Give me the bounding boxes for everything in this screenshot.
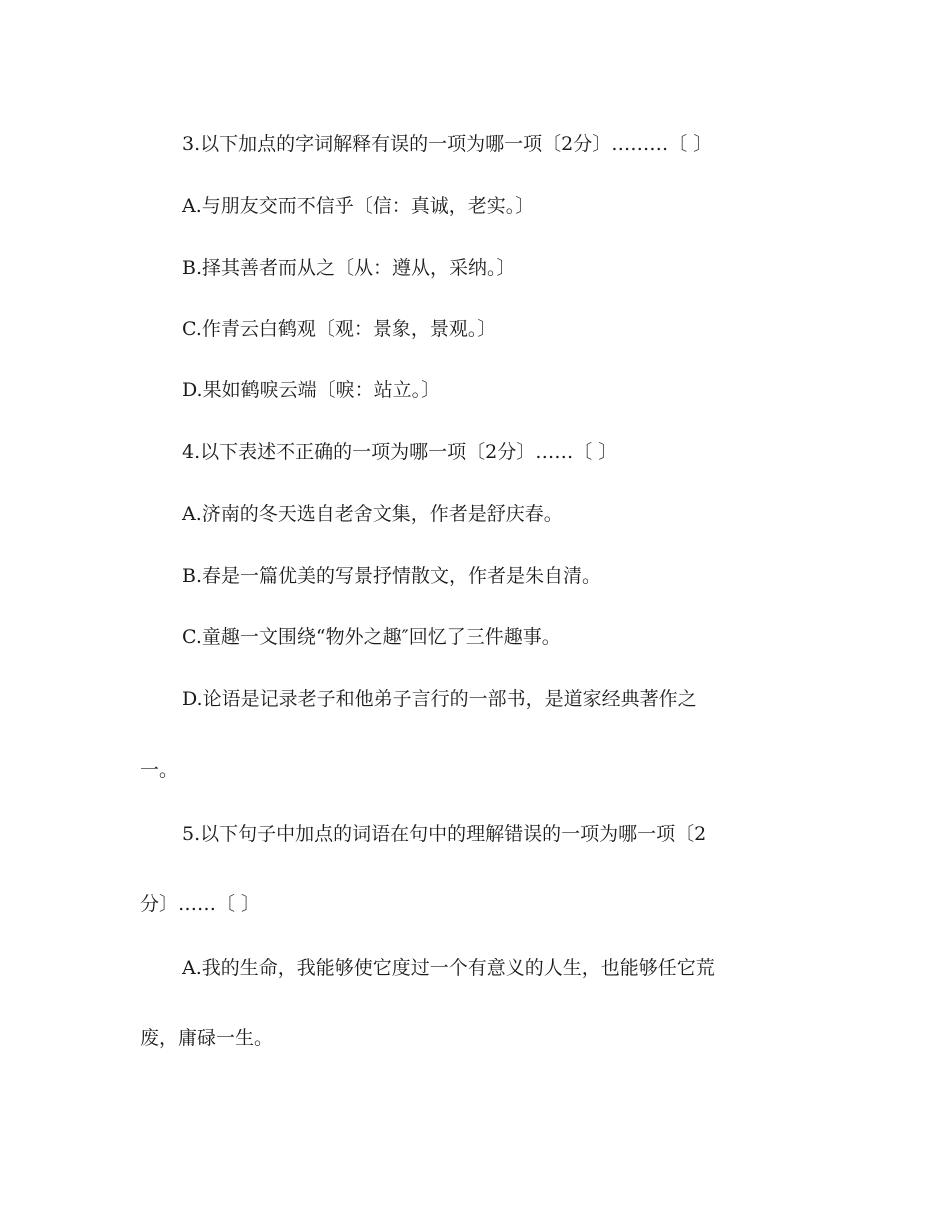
question-4-option-c: C.童趣一文围绕“物外之趣″回忆了三件趣事。 [182,626,561,648]
question-4-option-d: D.论语是记录老子和他弟子言行的一部书，是道家经典著作之 [182,688,697,710]
question-5-stem: 5.以下句子中加点的词语在句中的理解错误的一项为哪一项〔2 [182,823,707,845]
question-5-option-a-continued: 废，庸碌一生。 [140,1027,274,1049]
question-4-stem: 4.以下表述不正确的一项为哪一项〔2分〕……〔 〕 [182,441,618,463]
question-3-stem: 3.以下加点的字词解释有误的一项为哪一项〔2分〕………〔 〕 [182,133,713,155]
question-3-option-b: B.择其善者而从之〔从：遵从，采纳。〕 [182,257,516,279]
question-5-stem-continued: 分〕……〔 〕 [140,893,261,915]
question-3-option-c: C.作青云白鹤观〔观：景象，景观。〕 [182,318,497,340]
question-3-option-a: A.与朋友交而不信乎〔信：真诚，老实。〕 [182,195,535,217]
question-4-option-d-continued: 一。 [140,759,179,781]
question-3-option-d: D.果如鹤唳云端〔唳：站立。〕 [182,379,441,401]
question-4-option-b: B.春是一篇优美的写景抒情散文，作者是朱自清。 [182,565,602,587]
question-4-option-a: A.济南的冬天选自老舍文集，作者是舒庆春。 [182,503,563,525]
question-5-option-a: A.我的生命，我能够使它度过一个有意义的人生，也能够任它荒 [182,957,715,979]
